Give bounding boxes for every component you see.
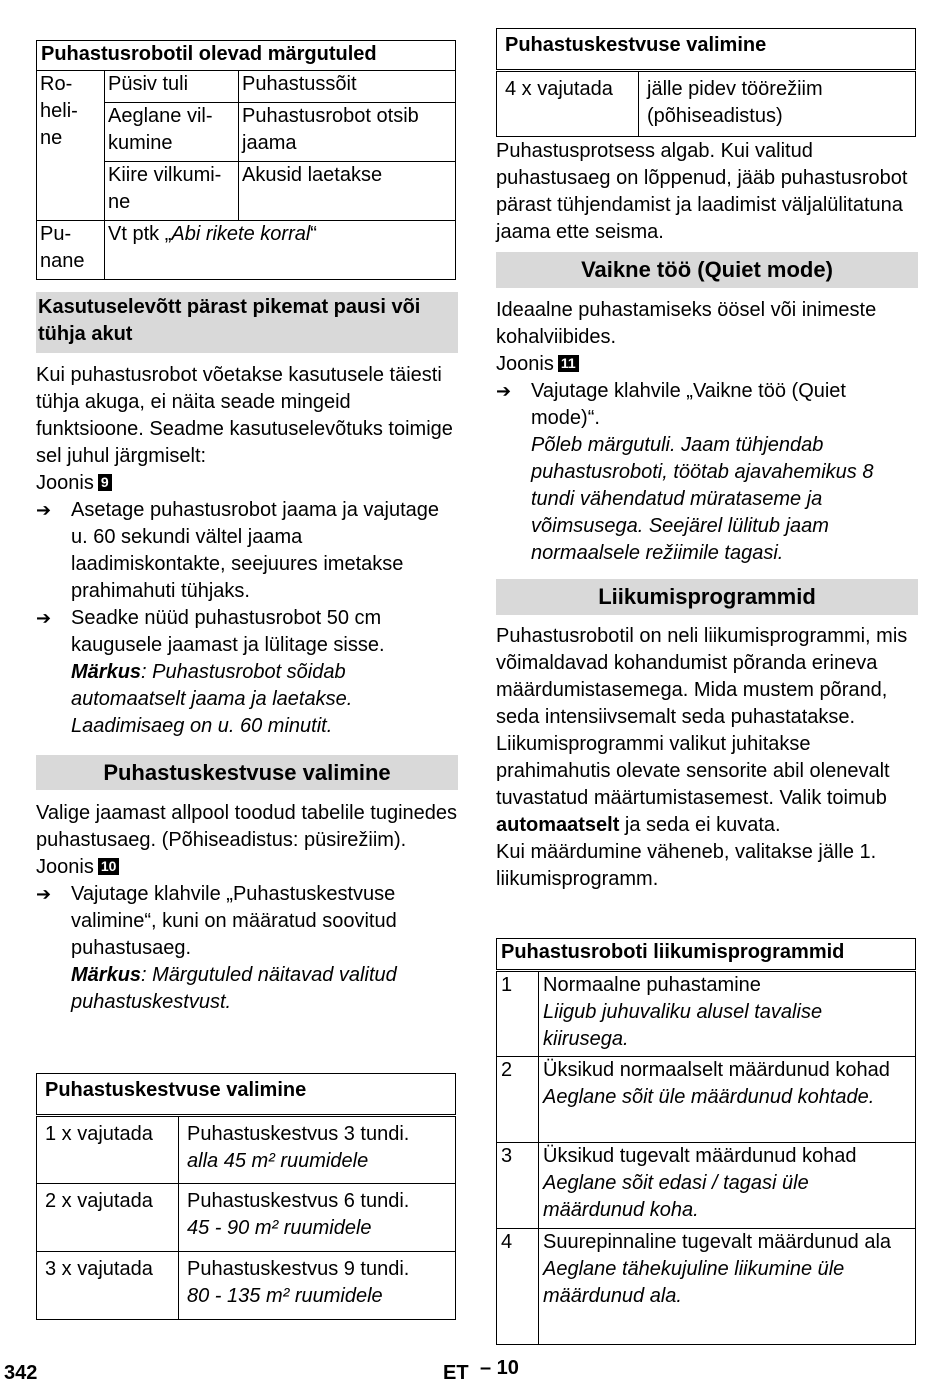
step-item: ➔ Vajutage klahvile „Vaikne töö (Quiet mode)“. (496, 380, 846, 429)
signal-state: Püsiv tuli (105, 71, 239, 103)
signal-table-title: Puhastusrobotil olevad märgutuled (37, 41, 456, 71)
duration-table-title: Puhastuskestvuse valimine (497, 29, 916, 71)
figure-ref: Joonis 10 (36, 854, 458, 881)
restart-body (36, 362, 458, 740)
signal-meaning: Puhastusrobot otsib jaama (239, 103, 456, 162)
press-count: 4 x vajutada (497, 71, 639, 137)
program-number: 1 (497, 971, 539, 1057)
programs-table (496, 938, 916, 1345)
section-page: – 10 (480, 1357, 519, 1379)
program-cell: Normaalne puhastamine Liigub juhuvaliku alusel tavalise kiirusega. (539, 971, 916, 1057)
red-label: Pu- nane (37, 221, 105, 280)
figure-number-badge: 10 (98, 858, 120, 875)
signal-state: Aeglane vil- kumine (105, 103, 239, 162)
signal-meaning: Puhastussõit (239, 71, 456, 103)
figure-number-badge: 9 (98, 474, 112, 491)
duration-cell: Puhastuskestvus 3 tundi. alla 45 m² ruumidele (179, 1116, 456, 1184)
step-result: Põleb märgutuli. Jaam tühjendab puhastusroboti, töötab ajavahemikus 8 tundi vähendatud mürataseme ja võimsusega. Seejärel lülitub jaam normaalsele režiimile tagasi. (531, 434, 874, 564)
figure-number-badge: 11 (558, 355, 579, 372)
program-number: 3 (497, 1143, 539, 1229)
step-item: ➔ Asetage puhastusrobot jaama ja vajutage u. 60 sekundi vältel jaama laadimiskontakte, seejuures imetakse prahimahuti tühjaks. (36, 499, 440, 602)
quiet-paragraph: Ideaalne puhastamiseks öösel või inimeste kohalviibides. (496, 299, 877, 348)
arrow-icon: ➔ (36, 608, 52, 628)
program-cell: Üksikud normaalselt määrdunud kohad Aeglane sõit üle määrdunud kohtade. (539, 1057, 916, 1143)
duration-table-title: Puhastuskestvuse valimine (37, 1074, 456, 1116)
programs-heading: Liikumisprogrammid (496, 579, 918, 615)
page-number: 342 (4, 1362, 38, 1384)
duration-cell: Puhastuskestvus 9 tundi. 80 - 135 m² ruumidele (179, 1252, 456, 1320)
duration-cell: Puhastuskestvus 6 tundi. 45 - 90 m² ruumidele (179, 1184, 456, 1252)
program-cell: Üksikud tugevalt määrdunud kohad Aeglane sõit edasi / tagasi üle määrdunud koha. (539, 1143, 916, 1229)
press-count: 2 x vajutada (37, 1184, 179, 1252)
note: Märkus: Märgutuled näitavad valitud puhastuskestvust. (71, 964, 397, 1013)
figure-ref: Joonis 11 (496, 351, 918, 378)
press-count: 3 x vajutada (37, 1252, 179, 1320)
signal-lights-table (36, 40, 456, 280)
arrow-icon: ➔ (36, 500, 52, 520)
arrow-icon: ➔ (36, 884, 52, 904)
signal-state: Kiire vilkumi- ne (105, 162, 239, 221)
program-number: 2 (497, 1057, 539, 1143)
duration-table-continued (496, 28, 916, 137)
restart-paragraph: Kui puhastusrobot võetakse kasutusele täiesti tühja akuga, ei näita seade mingeid funktsioone. Seadme kasutuselevõtuks toimige sel juhul järgmiselt: (36, 364, 453, 467)
duration-heading: Puhastuskestvuse valimine (36, 755, 458, 790)
quiet-mode-body (496, 297, 918, 567)
program-number: 4 (497, 1229, 539, 1345)
duration-body (36, 800, 458, 1016)
programs-paragraph: Kui määrdumine väheneb, valitakse jälle 1. liikumisprogramm. (496, 841, 877, 890)
signal-meaning: Akusid laetakse (239, 162, 456, 221)
figure-ref: Joonis 9 (36, 470, 458, 497)
press-count: 1 x vajutada (37, 1116, 179, 1184)
programs-table-title: Puhastusroboti liikumisprogrammid (497, 939, 916, 971)
duration-table (36, 1073, 456, 1320)
after-table-paragraph: Puhastusprotsess algab. Kui valitud puhastusaeg on lõppenud, jääb puhastusrobot pärast tühjendamist ja laadimist väljalülitatuna jaama ette seisma. (496, 140, 908, 243)
program-cell: Suurepinnaline tugevalt määrdunud ala Aeglane tähekujuline liikumine üle määrdunud ala. (539, 1229, 916, 1345)
programs-body (496, 623, 918, 893)
programs-paragraph: Puhastusrobotil on neli liikumisprogrammi, mis võimaldavad kohandumist põranda erineva määrdumistasemega. Mida mustem põrand, seda intensiivsemalt seda puhastatakse. (496, 625, 908, 728)
programs-paragraph: Liikumisprogrammi valikut juhitakse prahimahutis olevate sensorite abil olenevalt tuvastatud määrtumistasemest. Valik toimub automaatselt ja seda ei kuvata. (496, 733, 890, 836)
quiet-mode-heading: Vaikne töö (Quiet mode) (496, 252, 918, 288)
duration-cell: jälle pidev töörežiim (põhiseadistus) (639, 71, 916, 137)
note: Märkus: Puhastusrobot sõidab automaatselt jaama ja laetakse. Laadimisaeg on u. 60 minutit. (71, 661, 353, 737)
arrow-icon: ➔ (496, 381, 512, 401)
red-signal-text: Vt ptk „Abi rikete korral“ (105, 221, 456, 280)
restart-heading: Kasutuselevõtt pärast pikemat pausi või tühja akut (36, 292, 458, 353)
language-code: ET (443, 1362, 469, 1384)
step-item: ➔ Vajutage klahvile „Puhastuskestvuse valimine“, kuni on määratud soovitud puhastusaeg. (36, 883, 397, 959)
step-item: ➔ Seadke nüüd puhastusrobot 50 cm kaugusele jaamast ja lülitage sisse. (36, 607, 385, 656)
green-label: Ro- heli- ne (37, 71, 105, 221)
duration-paragraph: Valige jaamast allpool toodud tabelile tuginedes puhastusaeg. (Põhiseadistus: püsirežiim). (36, 802, 458, 851)
